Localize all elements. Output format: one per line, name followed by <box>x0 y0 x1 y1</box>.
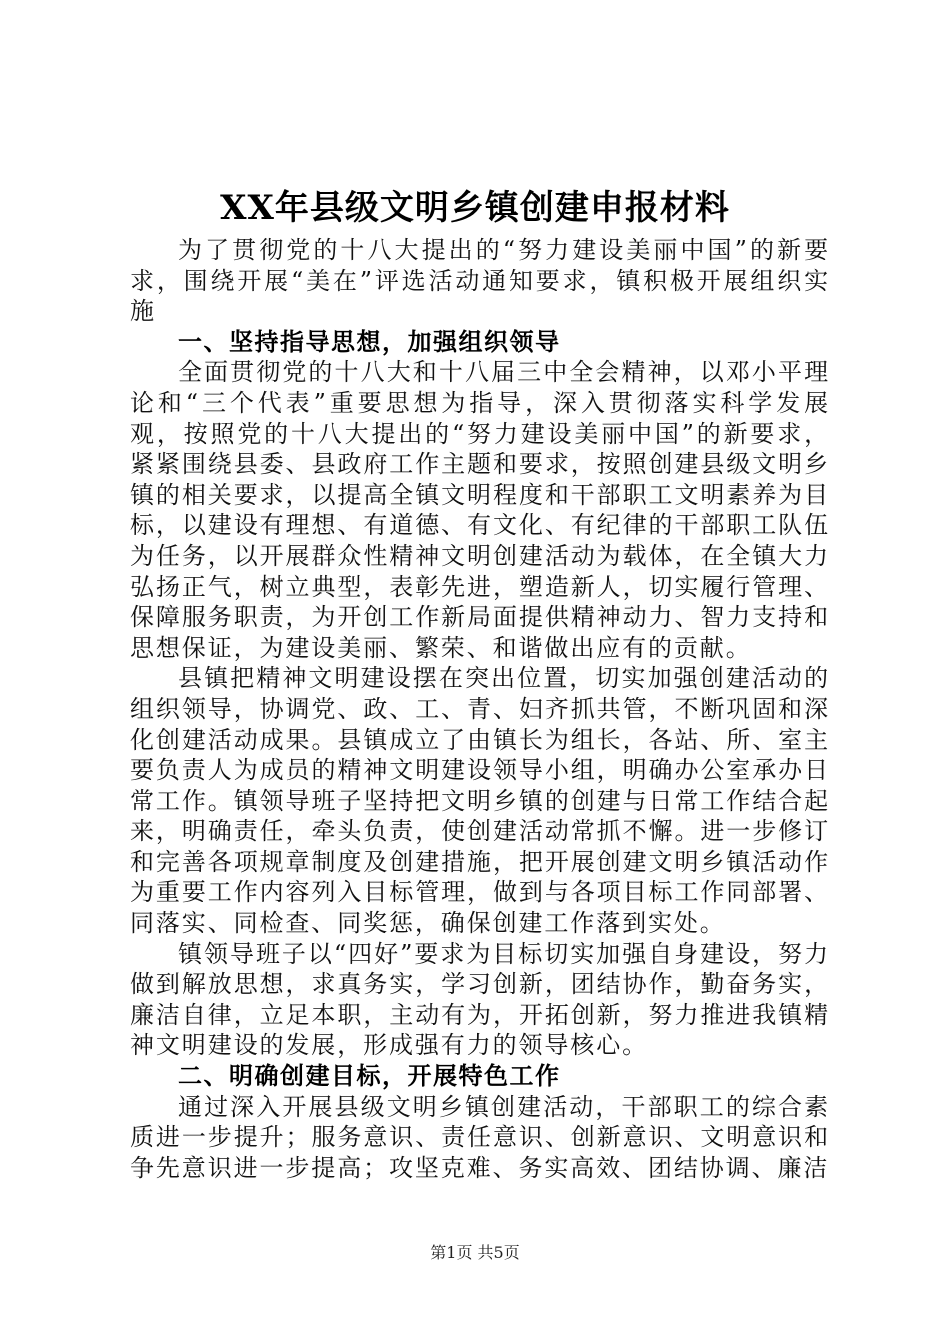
body-paragraph: 全面贯彻党的十八大和十八届三中全会精神，以邓小平理论和“三个代表”重要思想为指导，深入贯彻落实科学发展观，按照党的十八大提出的“努力建设美丽中国”的新要求，紧紧围绕县委、县政府工作主题和要求，按照创建县级文明乡镇的相关要求，以提高全镇文明程度和干部职工文明素养为目标，以建设有理想、有道德、有文化、有纪律的干部职工队伍为任务，以开展群众性精神文明创建活动为载体，在全镇大力弘扬正气，树立典型，表彰先进，塑造新人，切实履行管理、保障服务职责，为开创工作新局面提供精神动力、智力支持和思想保证，为建设美丽、繁荣、和谐做出应有的贡献。 <box>130 358 830 662</box>
section-heading-1: 一、坚持指导思想，加强组织领导 <box>178 327 561 356</box>
body-paragraph: 县镇把精神文明建设摆在突出位置，切实加强创建活动的组织领导，协调党、政、工、青、妇齐抓共管，不断巩固和深化创建活动成果。县镇成立了由镇长为组长，各站、所、室主要负责人为成员的精神文明建设领导小组，明确办公室承办日常工作。镇领导班子坚持把文明乡镇的创建与日常工作结合起来，明确责任，牵头负责，使创建活动常抓不懈。进一步修订和完善各项规章制度及创建措施，把开展创建文明乡镇活动作为重要工作内容列入目标管理，做到与各项目标工作同部署、同落实、同检查、同奖惩，确保创建工作落到实处。 <box>130 664 830 938</box>
document-title: XX年县级文明乡镇创建申报材料 <box>220 188 730 228</box>
document-body <box>130 235 830 1183</box>
section-heading-2: 二、明确创建目标，开展特色工作 <box>178 1062 561 1091</box>
intro-paragraph: 为了贯彻党的十八大提出的“努力建设美丽中国”的新要求，围绕开展“美在”评选活动通知要求，镇积极开展组织实施 <box>130 236 830 326</box>
body-paragraph: 通过深入开展县级文明乡镇创建活动，干部职工的综合素质进一步提升；服务意识、责任意识、创新意识、文明意识和争先意识进一步提高；攻坚克难、务实高效、团结协调、廉洁 <box>130 1092 830 1182</box>
body-paragraph: 镇领导班子以“四好”要求为目标切实加强自身建设，努力做到解放思想，求真务实，学习创新，团结协作，勤奋务实，廉洁自律，立足本职，主动有为，开拓创新，努力推进我镇精神文明建设的发展，形成强有力的领导核心。 <box>130 939 830 1060</box>
page-number-footer: 第1页 共5页 <box>430 1243 520 1262</box>
